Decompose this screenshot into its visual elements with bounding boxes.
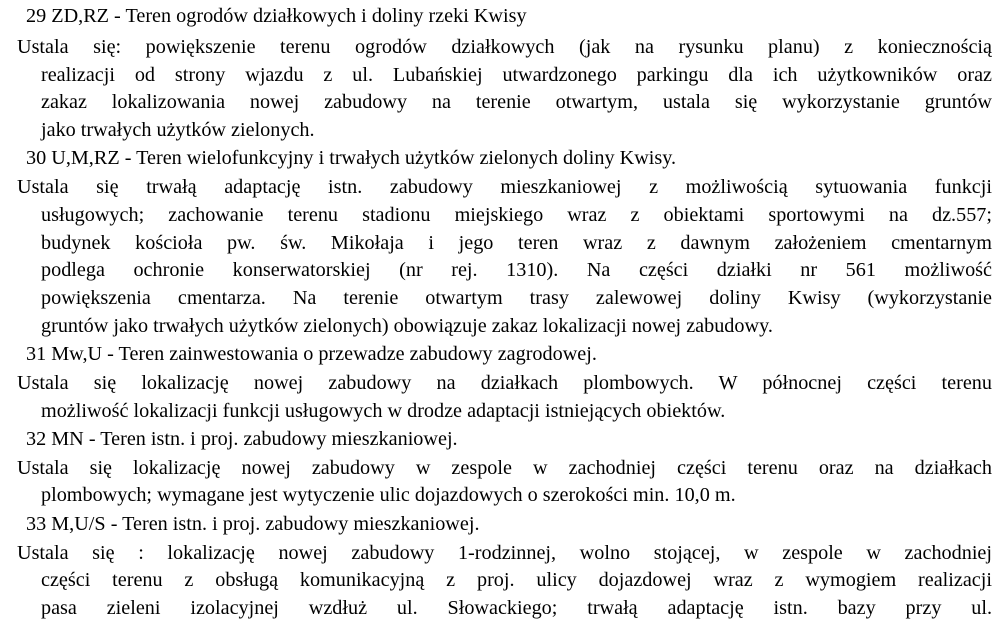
zone-code: 30 U,M,RZ (26, 147, 120, 169)
paragraph-line: Ustala się lokalizację nowej zabudowy na działkach plombowych. W północnej części terenu (17, 372, 992, 394)
zone-title: - Teren ogrodów działkowych i doliny rzeki Kwisy (109, 5, 527, 27)
section-heading (26, 426, 458, 452)
paragraph-line: podlega ochronie konserwatorskiej (nr rej. 1310). Na części działki nr 561 możliwość (41, 259, 992, 281)
paragraph-line: Ustala się: powiększenie terenu ogrodów działkowych (jak na rysunku planu) z koniecznością (17, 36, 992, 58)
section-heading (26, 3, 527, 29)
zone-title: - Teren zainwestowania o przewadze zabudowy zagrodowej. (102, 343, 597, 365)
paragraph-line: jako trwałych użytków zielonych. (41, 119, 315, 141)
zone-code: 29 ZD,RZ (26, 5, 109, 27)
paragraph-line: budynek kościoła pw. św. Mikołaja i jego teren wraz z dawnym założeniem cmentarnym (41, 232, 992, 254)
zone-code: 31 Mw,U (26, 343, 103, 365)
paragraph-line: realizacji od strony wjazdu z ul. Lubańskiej utwardzonego parkingu dla ich użytkowników oraz (41, 64, 992, 86)
paragraph-line: usługowych; zachowanie terenu stadionu miejskiego wraz z obiektami sportowymi na dz.557; (41, 204, 992, 226)
paragraph-line: powiększenia cmentarza. Na terenie otwartym trasy zalewowej doliny Kwisy (wykorzystanie (41, 287, 992, 309)
zone-code: 32 MN (26, 428, 84, 450)
zone-title: - Teren wielofunkcyjny i trwałych użytków zielonych doliny Kwisy. (119, 147, 677, 169)
paragraph-line: gruntów jako trwałych użytków zielonych) obowiązuje zakaz lokalizacji nowej zabudowy. (41, 315, 773, 337)
paragraph-line: pasa zieleni izolacyjnej wzdłuż ul. Słowackiego; trwałą adaptację istn. bazy przy ul. (41, 597, 992, 619)
zone-title: - Teren istn. i proj. zabudowy mieszkaniowej. (105, 513, 480, 535)
paragraph-line: Ustala się trwałą adaptację istn. zabudowy mieszkaniowej z możliwością sytuowania funkcji (17, 176, 992, 198)
paragraph-line: możliwość lokalizacji funkcji usługowych w drodze adaptacji istniejących obiektów. (41, 400, 726, 422)
zone-code: 33 M,U/S (26, 513, 106, 535)
paragraph-line: Ustala się : lokalizację nowej zabudowy 1-rodzinnej, wolno stojącej, w zespole w zachodniej (17, 542, 992, 564)
paragraph-line: plombowych; wymagane jest wytyczenie ulic dojazdowych o szerokości min. 10,0 m. (41, 484, 736, 506)
section-heading (26, 341, 597, 367)
paragraph-line: części terenu z obsługą komunikacyjną z proj. ulicy dojazdowej wraz z wymogiem realizacji (41, 569, 992, 591)
section-heading (26, 145, 676, 171)
paragraph-line: Ustala się lokalizację nowej zabudowy w zespole w zachodniej części terenu oraz na działkach (17, 457, 992, 479)
section-heading (26, 511, 480, 537)
zone-title: - Teren istn. i proj. zabudowy mieszkaniowej. (83, 428, 458, 450)
paragraph-line: zakaz lokalizowania nowej zabudowy na terenie otwartym, ustala się wykorzystanie gruntów (41, 91, 992, 113)
